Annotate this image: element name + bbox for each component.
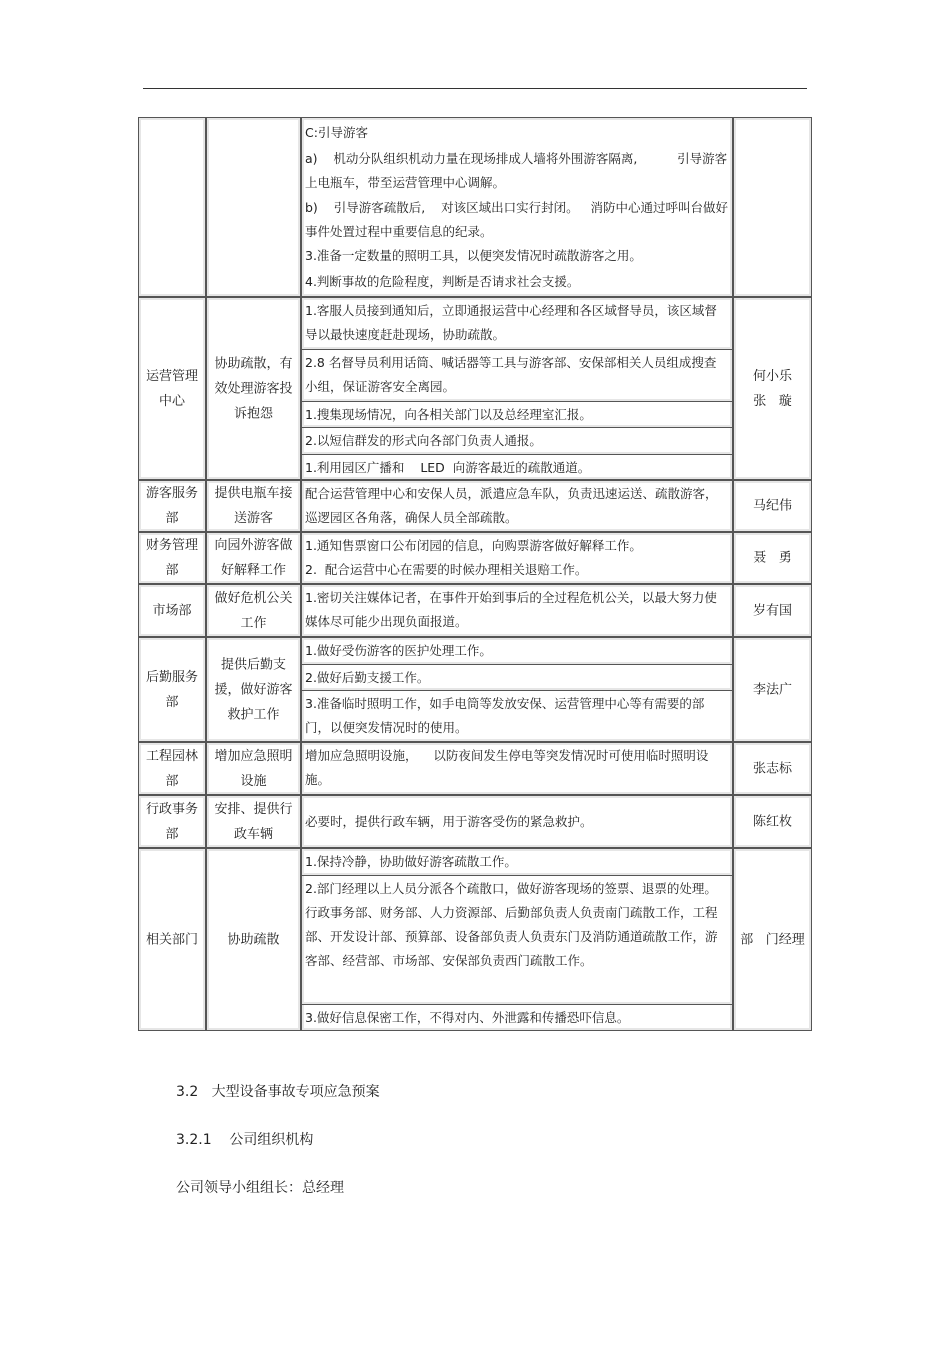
- list-item: 2.部门经理以上人员分派各个疏散口，做好游客现场的签票、退票的处理。行政事务部、财务部、人力资源部、后勤部负责人负责南门疏散工作，工程部、开发设计部、预算部、设备部负责人负责东门及消防通道疏散工作，游客部、经营部、市场部、安保部负责西门疏散工作。: [302, 876, 732, 1005]
- dept-cell: [138, 117, 206, 297]
- person-name: 部 门经理: [740, 932, 805, 947]
- list-item: 2.8 名督导员利用话筒、喊话器等工具与游客部、安保部相关人员组成搜查小组，保证游客安全离园。: [302, 350, 732, 402]
- list-item: 1.客服人员接到通知后，立即通报运营中心经理和各区域督导员，该区域督导以最快速度赶赴现场，协助疏散。: [302, 298, 732, 350]
- list-item: 2.做好后勤支援工作。: [302, 665, 732, 691]
- person-cell: [733, 480, 812, 532]
- person-cell: [733, 117, 812, 297]
- dept-cell: [138, 742, 206, 795]
- person-name: 聂 勇: [753, 550, 792, 566]
- content-cell: [301, 848, 733, 1031]
- task-cell: [206, 637, 301, 742]
- leader-line: 公司领导小组组长：总经理: [176, 1180, 344, 1196]
- header-rule: [143, 88, 807, 89]
- person-cell: [733, 795, 812, 848]
- person-cell: [733, 584, 812, 637]
- table-row: [138, 532, 812, 584]
- dept-cell: [138, 848, 206, 1031]
- task-cell: [206, 584, 301, 637]
- list-item: 增加应急照明设施， 以防夜间发生停电等突发情况时可使用临时照明设施。: [305, 748, 709, 787]
- list-item: a) 机动分队组织机动力量在现场排成人墙将外围游客隔离, 引导游客上电瓶车，带至运营管理中心调解。: [305, 151, 728, 190]
- content-cell: [301, 297, 733, 480]
- dept-name: 行政事务部: [145, 801, 198, 842]
- task-text: 做好危机公关工作: [214, 590, 293, 631]
- person-name: 张志标: [752, 761, 792, 776]
- person-name: 马纪伟: [752, 498, 792, 514]
- dept-name: 工程园林部: [145, 748, 198, 789]
- table-row: [138, 480, 812, 532]
- dept-cell: [138, 584, 206, 637]
- person-cell: [733, 742, 812, 795]
- content-cell: [301, 117, 733, 297]
- person-name: 何小乐 张 璇: [752, 368, 792, 409]
- section-heading: 3.2 大型设备事故专项应急预案: [176, 1084, 380, 1100]
- dept-name: 相关部门: [145, 932, 198, 947]
- list-item: 配合运营管理中心和安保人员，派遣应急车队，负责迅速运送、疏散游客，巡逻园区各角落，确保人员全部疏散。: [305, 486, 718, 525]
- task-cell: [206, 117, 301, 297]
- task-text: 安排、提供行政车辆: [214, 801, 293, 842]
- list-item: 1.利用园区广播和 LED 向游客最近的疏散通道。: [305, 460, 591, 475]
- content-cell: [301, 795, 733, 848]
- dept-name: 运营管理中心: [145, 368, 198, 409]
- list-item: 必要时，提供行政车辆，用于游客受伤的紧急救护。: [305, 814, 593, 829]
- table-row: [138, 117, 812, 297]
- content-cell: [301, 637, 733, 742]
- task-cell: [206, 742, 301, 795]
- dept-cell: [138, 297, 206, 480]
- task-text: 提供电瓶车接送游客: [214, 486, 293, 526]
- table-row: [138, 742, 812, 795]
- content-cell: [301, 480, 733, 532]
- task-cell: [206, 795, 301, 848]
- dept-cell: [138, 637, 206, 742]
- content-cell: [301, 584, 733, 637]
- content-cell: [301, 532, 733, 584]
- dept-name: 后勤服务部: [145, 669, 198, 710]
- list-item: 2.以短信群发的形式向各部门负责人通报。: [302, 428, 732, 455]
- dept-cell: [138, 480, 206, 532]
- table-row: [138, 848, 812, 1031]
- subsection-heading: 3.2.1 公司组织机构: [176, 1132, 314, 1148]
- dept-cell: [138, 532, 206, 584]
- list-item: 3.做好信息保密工作，不得对内、外泄露和传播恐吓信息。: [305, 1010, 630, 1025]
- task-cell: [206, 532, 301, 584]
- task-text: 增加应急照明设施: [214, 748, 293, 789]
- task-cell: [206, 848, 301, 1031]
- table-row: [138, 637, 812, 742]
- dept-name: 财务管理部: [145, 538, 198, 578]
- table-row: [138, 795, 812, 848]
- person-cell: [733, 848, 812, 1031]
- table-row: [138, 584, 812, 637]
- list-item: 3.准备临时照明工作，如手电筒等发放安保、运营管理中心等有需要的部门，以便突发情况时的使用。: [305, 696, 705, 735]
- list-item: 4.判断事故的危险程度，判断是否请求社会支援。: [305, 274, 580, 289]
- task-text: 协助疏散，有效处理游客投诉抱怨: [214, 356, 293, 421]
- list-item: 1.搜集现场情况，向各相关部门以及总经理室汇报。: [302, 402, 732, 428]
- dept-name: 游客服务部: [145, 486, 198, 526]
- list-item: 1.密切关注媒体记者，在事件开始到事后的全过程危机公关，以最大努力使媒体尽可能少出现负面报道。: [305, 590, 717, 629]
- task-text: 向园外游客做好解释工作: [214, 538, 293, 578]
- emergency-responsibility-table: [138, 117, 812, 1032]
- task-cell: [206, 297, 301, 480]
- task-cell: [206, 480, 301, 532]
- person-name: 陈红枚: [752, 814, 792, 829]
- person-cell: [733, 297, 812, 480]
- list-item: b) 引导游客疏散后, 对该区域出口实行封闭。 消防中心通过呼叫台做好事件处置过程中重要信息的纪录。: [305, 200, 728, 239]
- list-item: 2. 配合运营中心在需要的时候办理相关退赔工作。: [305, 562, 588, 577]
- list-item: 3.准备一定数量的照明工具，以便突发情况时疏散游客之用。: [305, 248, 642, 263]
- list-item: C:引导游客: [305, 125, 368, 140]
- person-name: 岁有国: [752, 603, 792, 618]
- dept-name: 市场部: [152, 603, 192, 618]
- task-text: 协助疏散: [227, 932, 280, 947]
- person-name: 李法广: [752, 682, 792, 697]
- list-item: 1.通知售票窗口公布闭园的信息，向购票游客做好解释工作。: [305, 538, 642, 553]
- list-item: 1.保持冷静，协助做好游客疏散工作。: [302, 849, 732, 876]
- person-cell: [733, 532, 812, 584]
- list-item: 1.做好受伤游客的医护处理工作。: [302, 638, 732, 665]
- task-text: 提供后勤支援，做好游客救护工作: [214, 657, 293, 722]
- table-row: [138, 297, 812, 480]
- dept-cell: [138, 795, 206, 848]
- person-cell: [733, 637, 812, 742]
- content-cell: [301, 742, 733, 795]
